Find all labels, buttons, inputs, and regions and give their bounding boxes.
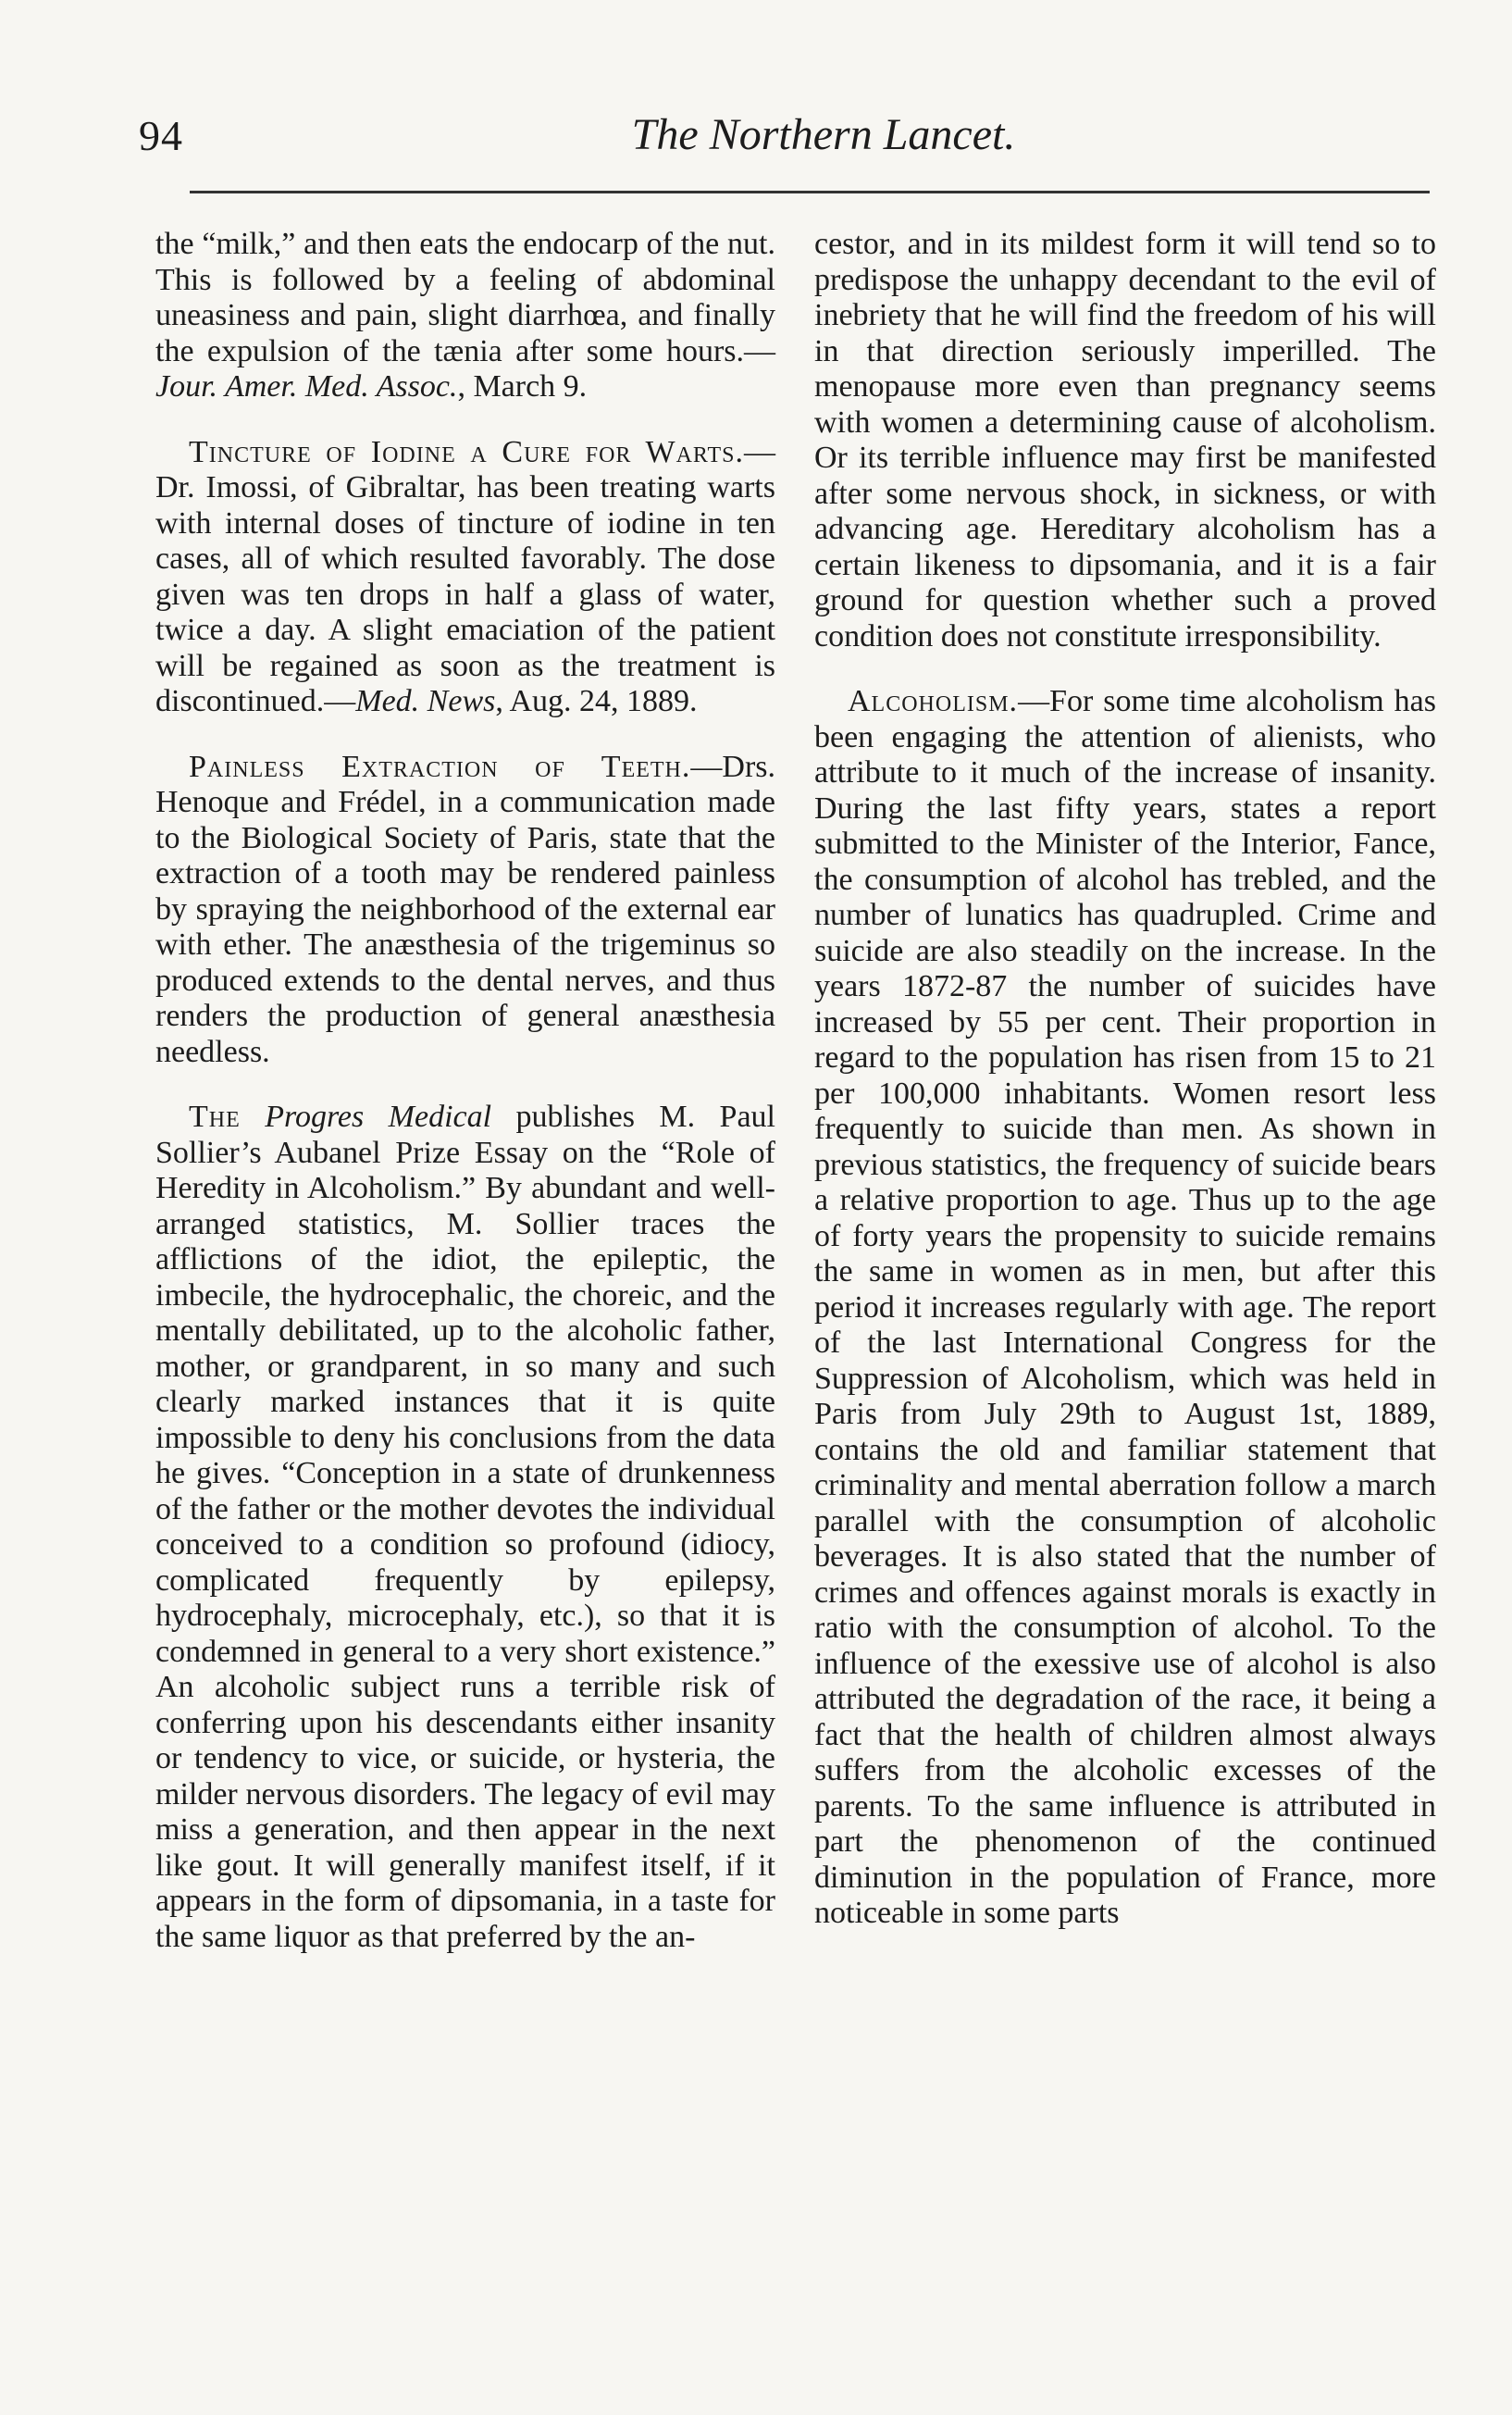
article-heading: Tincture of Iodine a Cure for Warts. [189,434,744,469]
right-column [814,227,1436,1961]
article-heredity-alcoholism [155,1100,775,1955]
paragraph-text: the “milk,” and then eats the endocarp of the nut. This is followed by a feeling of abdominal uneasiness and pain, slight diarrhœa, and finally the expulsion of the tænia after some hours.— [155,227,775,368]
article-painless-extraction [155,750,775,1071]
article-lead-word: The [189,1100,241,1134]
article-iodine-warts [155,435,775,720]
article-body: publishes M. Paul Sollier’s Aubanel Prize Essay on the “Role of Heredity in Alcoholism.” By abundant and well-arranged statistics, M. Sollier traces the afflictions of the idiot, the epileptic, the imbecile, the hydrocephalic, the choreic, and the mentally debilitated, up to the alcoholic father, mother, or grandparent, in so many and such clearly marked instances that it is quite impossible to deny his conclusions from the data he gives. “Conception in a state of drunkenness of the father or the mother devotes the individual conceived to a condition so profound (idiocy, complicated frequently by epilepsy, hydrocephaly, microcephaly, etc.), so that it is condemned in general to a very short existence.” An alcoholic subject runs a terrible risk of conferring upon his descendants either insanity or tendency to vice, or suicide, or hysteria, the milder nervous disorders. The legacy of evil may miss a generation, and then appear in the next like gout. It will generally manifest itself, if it appears in the form of dipsomania, in a taste for the same liquor as that preferred by the an- [155,1100,776,1954]
journal-name: Progres Medical [265,1100,492,1134]
article-heading: Painless Extraction of Teeth. [189,749,691,784]
citation-date: , Aug. 24, 1889. [495,684,698,718]
citation: Jour. Amer. Med. Assoc. [155,369,458,404]
left-column [155,227,775,1985]
page-number: 94 [139,112,183,159]
article-body: —Dr. Imossi, of Gibraltar, has been treating warts with internal doses of tincture of iodine in ten cases, all of which resulted favorably. The dose given was ten drops in half a glass of water, twice a day. A slight emaciation of the patient will be regained as soon as the treatment is discontinued.— [155,434,775,718]
article-alcoholism [814,684,1436,1932]
header-rule [190,191,1430,193]
paragraph-heredity-continuation: cestor, and in its mildest form it will tend so to predispose the unhappy decendant to the evil of inebriety that he will find the freedom of his will in that direction seriously imperilled. The menopause more even than pregnancy seems with women a determining cause of alcoholism. Or its terrible influence may first be manifested after some nervous shock, in sickness, or with advancing age. Hereditary alcoholism has a certain likeness to dipsomania, and it is a fair ground for question whether such a proved condition does not constitute irresponsibility. [814,227,1436,654]
article-body: —For some time alcoholism has been engaging the attention of alienists, who attribute to it much of the increase of insanity. During the last fifty years, states a report submitted to the Minister of the Interior, Fance, the consumption of alcohol has trebled, and the number of lunatics has quadrupled. Crime and suicide are also steadily on the increase. In the years 1872-87 the number of suicides have increased by 55 per cent. Their proportion in regard to the population has risen from 15 to 21 per 100,000 inhabitants. Women resort less frequently to suicide than men. As shown in previous statistics, the frequency of suicide bears a relative proportion to age. Thus up to the age of forty years the propensity to suicide remains the same in women as in men, but after this period it increases regularly with age. The report of the last International Congress for the Suppression of Alcoholism, which was held in Paris from July 29th to August 1st, 1889, contains the old and familiar statement that criminality and mental aberration follow a march parallel with the consumption of alcoholic beverages. It is also stated that the number of crimes and offences against morals is exactly in ratio with the consumption of alcohol. To the influence of the exessive use of alcohol is also attributed the degradation of the race, it being a fact that the health of children almost always suffers from the alcoholic excesses of the parents. To the same influence is attributed in part the phenomenon of the continued diminution in the population of France, more noticeable in some parts [814,684,1436,1930]
citation: Med. News [355,684,496,718]
running-title: The Northern Lancet. [631,110,1016,159]
article-body: —Drs. Henoque and Frédel, in a communication made to the Biological Society of Paris, state that the extraction of a tooth may be rendered painless by spraying the neighborhood of the external ear with ether. The anæsthesia of the trigeminus so produced extends to the dental nerves, and thus renders the production of general anæsthesia needless. [155,749,775,1069]
article-heading: Alcoholism. [848,684,1019,718]
paragraph-tapeworm-continuation [155,227,775,405]
citation-date: , March 9. [457,369,588,404]
